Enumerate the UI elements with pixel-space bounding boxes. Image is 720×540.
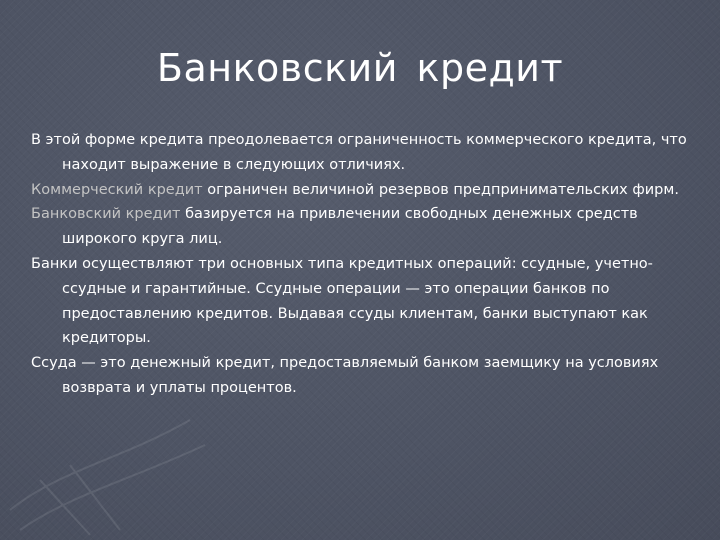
paragraph-lead: Банковский кредит: [31, 206, 181, 223]
paragraph-bank-credit: [31, 202, 696, 252]
paragraph-text: В этой форме кредита преодолевается ограниченность коммерческого кредита, что находит выражение в следующих отличиях.: [31, 132, 687, 173]
slide-title: Банковский кредит: [156, 46, 564, 90]
paragraph-intro: [31, 128, 696, 178]
paragraph-lead: Коммерческий кредит: [31, 181, 203, 198]
paragraph-text: ограничен величиной резервов предпринимательских фирм.: [202, 181, 679, 198]
paragraph-text: Ссуда — это денежный кредит, предоставляемый банком заемщику на условиях возврата и уплаты процентов.: [31, 355, 659, 396]
paragraph-operations: [31, 252, 696, 351]
paragraph-text: Банки осуществляют три основных типа кредитных операций: ссудные, учетно-ссудные и гарантийные. Ссудные операции — это операции банков по предоставлению кредитов. Выдавая ссуды клиентам, банки выступают как кредиторы.: [31, 255, 653, 347]
paragraph-commercial-credit: [31, 178, 696, 203]
paragraph-text: базируется на привлечении свободных денежных средств широкого круга лиц.: [62, 206, 638, 248]
paragraph-loan-definition: [31, 351, 696, 401]
slide-body: [31, 128, 696, 401]
